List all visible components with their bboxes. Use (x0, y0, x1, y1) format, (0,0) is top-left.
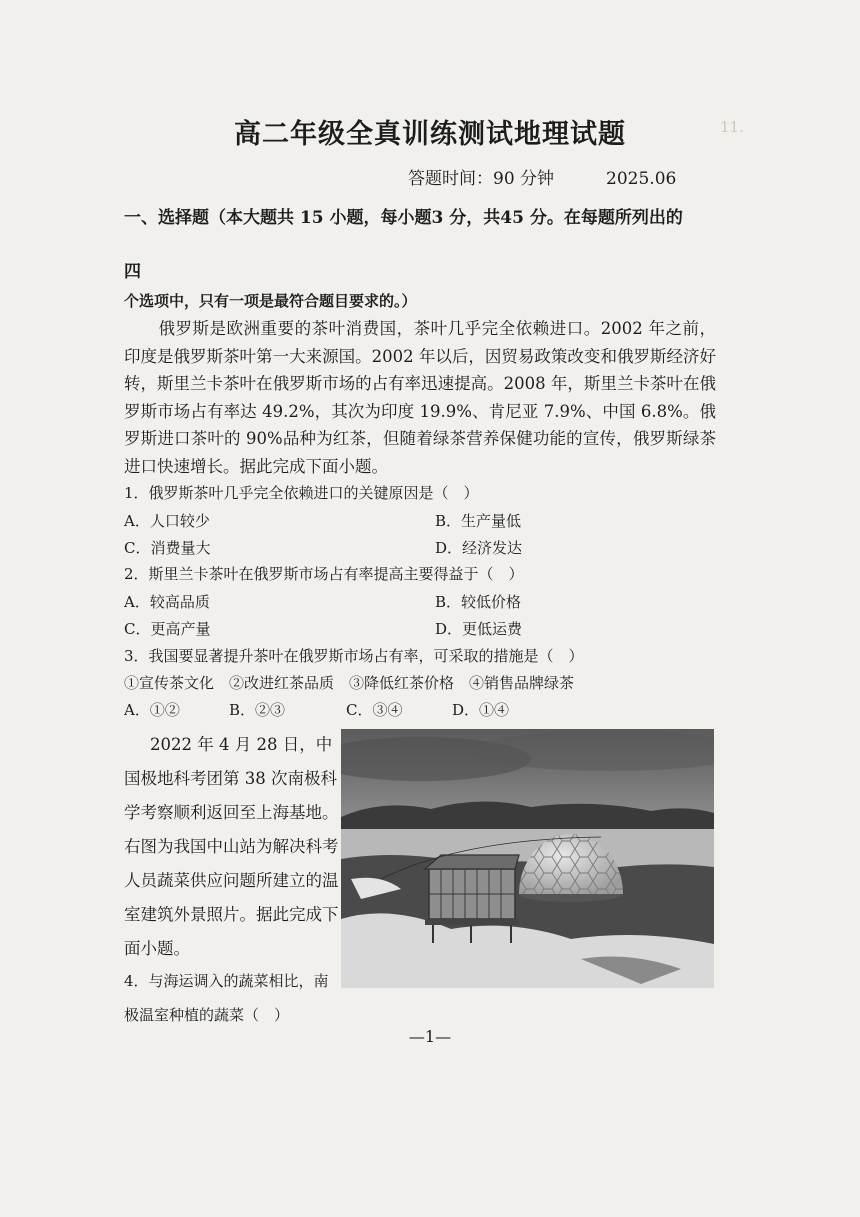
q3-option-a: A．①② (124, 701, 180, 719)
exam-time: 答题时间：90 分钟 (408, 169, 555, 189)
q2-option-b: B．较低价格 (435, 593, 522, 611)
section-instruction: 个选项中，只有一项是最符合题目要求的。） (124, 292, 417, 310)
exam-title: 高二年级全真训练测试地理试题 (234, 119, 626, 150)
passage-antarctic-text: 2022 年 4 月 28 日，中国极地科考团第 38 次南极科学考察顺利返回至上海基地。右图为我国中山站为解决科考人员蔬菜供应问题所建立的温室建筑外景照片。据此完成下面小题。 (124, 735, 339, 958)
page-number: —1— (408, 1027, 452, 1046)
passage-tea (124, 315, 716, 481)
passage-antarctic (124, 728, 342, 966)
q2-option-a: A．较高品质 (124, 593, 210, 611)
q1-option-a: A．人口较少 (124, 512, 210, 530)
question-1-stem: 1．俄罗斯茶叶几乎完全依赖进口的关键原因是（ ） (124, 484, 479, 502)
q2-option-c: C．更高产量 (124, 620, 211, 638)
q1-option-d: D．经济发达 (435, 539, 523, 557)
section-heading-cont: 四 (124, 262, 141, 282)
question-4-stem: 4．与海运调入的蔬菜相比，南极温室种植的蔬菜（ ） (124, 972, 329, 1024)
question-2-stem: 2．斯里兰卡茶叶在俄罗斯市场占有率提高主要得益于（ ） (124, 565, 524, 583)
q1-option-c: C．消费量大 (124, 539, 211, 557)
greenhouse-photo-illustration (341, 729, 714, 988)
bleed-through-mark: 11. (720, 118, 744, 136)
question-3-stem: 3．我国要显著提升茶叶在俄罗斯市场占有率，可采取的措施是（ ） (124, 647, 584, 665)
q1-option-b: B．生产量低 (435, 512, 522, 530)
exam-meta (408, 164, 676, 189)
exam-date: 2025.06 (606, 169, 677, 189)
q3-option-d: D．①④ (452, 701, 510, 719)
q2-option-d: D．更低运费 (435, 620, 523, 638)
section-heading: 一、选择题（本大题共 15 小题，每小题3 分，共45 分。在每题所列出的 (124, 208, 683, 228)
q3-option-b: B．②③ (229, 701, 286, 719)
q3-option-c: C．③④ (346, 701, 403, 719)
greenhouse-photo (341, 729, 714, 988)
q3-measures: ①宣传茶文化 ②改进红茶品质 ③降低红茶价格 ④销售品牌绿茶 (124, 674, 575, 692)
passage-tea-text: 俄罗斯是欧洲重要的茶叶消费国，茶叶几乎完全依赖进口。2002 年之前，印度是俄罗斯茶叶第一大来源国。2002 年以后，因贸易政策改变和俄罗斯经济好转，斯里兰卡茶叶在俄罗斯市场的占有率迅速提高。2008 年，斯里兰卡茶叶在俄罗斯市场占有率达 49.2%，其次为印度 19.9%、肯尼亚 7.9%、中国 6.8%。俄罗斯进口茶叶的 90%品种为红茶，但随着绿茶营养保健功能的宣传，俄罗斯绿茶进口快速增长。据此完成下面小题。 (124, 319, 716, 476)
